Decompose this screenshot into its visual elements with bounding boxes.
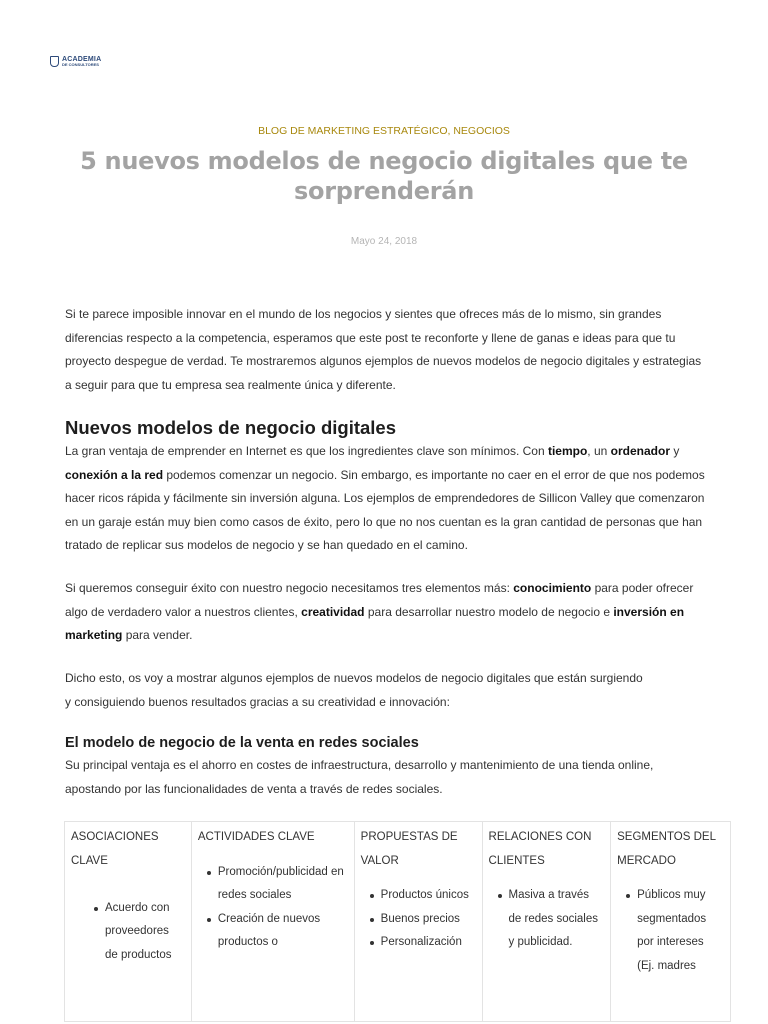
list-item: Masiva a través de redes sociales y publicidad. bbox=[493, 884, 605, 955]
canvas-header: ASOCIACIONES CLAVE bbox=[71, 831, 159, 867]
table-row bbox=[65, 822, 731, 1022]
canvas-cell-key-activities bbox=[191, 822, 354, 1022]
business-model-canvas-table bbox=[64, 821, 731, 1022]
canvas-header: SEGMENTOS DEL MERCADO bbox=[617, 831, 716, 867]
canvas-list bbox=[71, 897, 185, 968]
section-2-paragraph-1: Su principal ventaja es el ahorro en costes de infraestructura, desarrollo y mantenimiento de una tienda online, apostando por las funcionalidades de venta a través de redes sociales. bbox=[65, 758, 654, 796]
section-heading: Nuevos modelos de negocio digitales bbox=[65, 417, 397, 438]
list-item: Personalización bbox=[365, 931, 476, 955]
section-2 bbox=[65, 733, 707, 753]
intro-block bbox=[65, 303, 707, 397]
section-1-p3-block bbox=[65, 667, 707, 714]
section-1-p1-block bbox=[65, 440, 707, 558]
list-item: Creación de nuevos productos o bbox=[202, 908, 348, 955]
section-1-paragraph-2: Si queremos conseguir éxito con nuestro negocio necesitamos tres elementos más: conocimiento para poder ofrecer algo de verdadero valor a nuestros clientes, creatividad para desarrollar nuestro modelo de negocio e inversión en marketing para vender. bbox=[65, 581, 694, 642]
canvas-list bbox=[361, 884, 476, 955]
canvas-header: PROPUESTAS DE VALOR bbox=[360, 831, 458, 867]
list-item: Productos únicos bbox=[365, 884, 476, 908]
canvas-cell-customer-relationships bbox=[482, 822, 611, 1022]
section-1-paragraph-1: La gran ventaja de emprender en Internet es que los ingredientes clave son mínimos. Con tiempo, un ordenador y conexión a la red podemos comenzar un negocio. Sin embargo, es importante no caer en el error de que nos podemos hacer ricos rápida y fácilmente sin inversión alguna. Los ejemplos de emprendedores de Sillicon Valley que comenzaron en un garaje están muy bien como casos de éxito, pero lo que no nos cuentan es la gran cantidad de personas que han tratado de replicar sus modelos de negocio y se han quedado en el camino. bbox=[65, 444, 705, 552]
list-item: Promoción/publicidad en redes sociales bbox=[202, 861, 348, 908]
canvas-cell-key-partners bbox=[65, 822, 192, 1022]
post-category[interactable]: BLOG DE MARKETING ESTRATÉGICO, NEGOCIOS bbox=[258, 125, 510, 137]
canvas-list bbox=[489, 884, 605, 955]
shield-logo-icon bbox=[50, 56, 59, 67]
post-title: 5 nuevos modelos de negocio digitales que te sorprenderán bbox=[80, 147, 688, 205]
list-item: Públicos muy segmentados por intereses (Ej. madres bbox=[621, 884, 724, 978]
canvas-header: ACTIVIDADES CLAVE bbox=[197, 831, 315, 843]
section-1-p2-block bbox=[65, 577, 707, 648]
section-1 bbox=[65, 416, 707, 440]
list-item: Acuerdo con proveedores de productos bbox=[89, 897, 185, 968]
intro-paragraph: Si te parece imposible innovar en el mundo de los negocios y sientes que ofreces más de lo mismo, sin grandes diferencias respecto a la competencia, esperamos que este post te reconforte y llene de ganas e ideas para que tu proyecto despegue de verdad. Te mostraremos algunos ejemplos de nuevos modelos de negocio digitales y estrategias a seguir para que tu empresa sea realmente única y diferente. bbox=[65, 307, 702, 392]
section-1-paragraph-3: Dicho esto, os voy a mostrar algunos ejemplos de nuevos modelos de negocio digitales que están surgiendo y consiguiendo buenos resultados gracias a su creatividad e innovación: bbox=[65, 671, 643, 709]
post-date: Mayo 24, 2018 bbox=[350, 236, 418, 247]
subsection-heading: El modelo de negocio de la venta en redes sociales bbox=[65, 735, 419, 751]
site-logo[interactable] bbox=[50, 56, 101, 67]
list-item: Buenos precios bbox=[365, 908, 476, 932]
canvas-list bbox=[617, 884, 724, 978]
canvas-cell-value-propositions bbox=[354, 822, 482, 1022]
canvas-cell-customer-segments bbox=[611, 822, 731, 1022]
logo-wordmark: ACADEMIA DE CONSULTORES bbox=[62, 56, 102, 67]
section-2-p1-block bbox=[65, 754, 707, 801]
canvas-list bbox=[198, 861, 348, 955]
canvas-header: RELACIONES CON CLIENTES bbox=[488, 831, 592, 867]
